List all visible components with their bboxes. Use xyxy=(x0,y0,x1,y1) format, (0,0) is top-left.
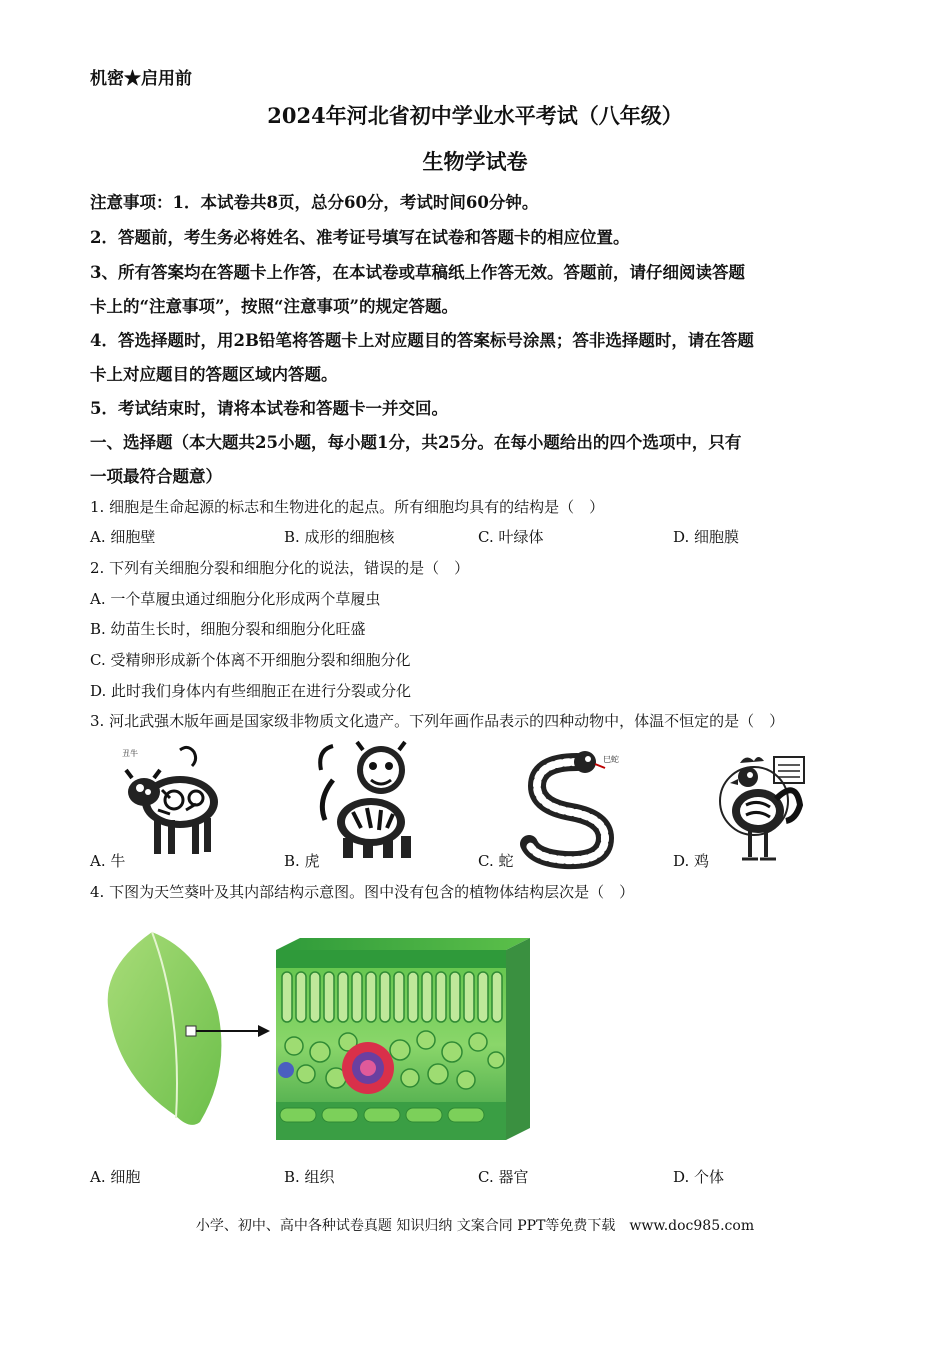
note-line-5: 4．答选择题时，用2B铅笔将答题卡上对应题目的答案标号涂黑；答非选择题时，请在答题 xyxy=(90,331,754,350)
q3-option-b: B. 虎 xyxy=(284,852,320,870)
q2-option-c: C. 受精卵形成新个体离不开细胞分裂和细胞分化 xyxy=(90,651,411,669)
q3-option-d: D. 鸡 xyxy=(673,852,710,870)
question-2-stem: 2. 下列有关细胞分裂和细胞分化的说法，错误的是（ ） xyxy=(90,559,470,577)
sample-region-marker xyxy=(186,1026,196,1036)
question-3-stem: 3. 河北武强木版年画是国家级非物质文化遗产。下列年画作品表示的四种动物中，体温不恒定的是（ ） xyxy=(90,712,785,730)
q1-option-a: A. 细胞壁 xyxy=(90,528,156,546)
page-footer: 小学、初中、高中各种试卷真题 知识归纳 文案合同 PPT等免费下载 www.doc985.com xyxy=(195,1218,755,1234)
snake-woodcut-image xyxy=(517,748,627,870)
note-line-1: 注意事项：1．本试卷共8页，总分60分，考试时间60分钟。 xyxy=(90,193,539,212)
q4-option-a: A. 细胞 xyxy=(90,1168,141,1186)
q3-option-a: A. 牛 xyxy=(90,852,126,870)
q1-option-c: C. 叶绿体 xyxy=(478,528,544,546)
note-line-4: 卡上的“注意事项”，按照“注意事项”的规定答题。 xyxy=(90,297,458,316)
note-line-7: 5．考试结束时，请将本试卷和答题卡一并交回。 xyxy=(90,399,448,418)
note-line-2: 2．答题前，考生务必将姓名、准考证号填写在试卷和答题卡的相应位置。 xyxy=(90,228,630,247)
leaf-shape xyxy=(108,932,222,1125)
q2-option-d: D. 此时我们身体内有些细胞正在进行分裂或分化 xyxy=(90,682,412,700)
section-heading: 一、选择题（本大题共25小题，每小题1分，共25分。在每小题给出的四个选项中，只有 xyxy=(90,433,742,452)
note-line-3: 3、所有答案均在答题卡上作答，在本试卷或草稿纸上作答无效。答题前，请仔细阅读答题 xyxy=(90,263,745,282)
q4-option-b: B. 组织 xyxy=(284,1168,335,1186)
q3-option-c: C. 蛇 xyxy=(478,852,514,870)
leaf-structure-diagram xyxy=(100,928,530,1158)
rooster-woodcut-image xyxy=(712,745,808,867)
ox-woodcut-image xyxy=(118,740,228,862)
note-line-6: 卡上对应题目的答题区域内答题。 xyxy=(90,365,338,384)
q4-option-c: C. 器官 xyxy=(478,1168,529,1186)
exam-subtitle: 生物学试卷 xyxy=(422,149,528,174)
arrow-head xyxy=(258,1025,270,1037)
exam-title: 2024年河北省初中学业水平考试（八年级） xyxy=(267,103,683,128)
q1-option-b: B. 成形的细胞核 xyxy=(284,528,395,546)
q2-option-b: B. 幼苗生长时，细胞分裂和细胞分化旺盛 xyxy=(90,620,366,638)
question-1-stem: 1. 细胞是生命起源的标志和生物进化的起点。所有细胞均具有的结构是（ ） xyxy=(90,498,605,516)
q1-option-d: D. 细胞膜 xyxy=(673,528,740,546)
confidential-header: 机密★启用前 xyxy=(90,69,192,89)
q4-option-d: D. 个体 xyxy=(673,1168,725,1186)
ox-caption: 丑牛 xyxy=(122,749,138,758)
question-4-stem: 4. 下图为天竺葵叶及其内部结构示意图。图中没有包含的植物体结构层次是（ ） xyxy=(90,883,635,901)
q2-option-a: A. 一个草履虫通过细胞分化形成两个草履虫 xyxy=(90,590,381,608)
tiger-woodcut-image xyxy=(315,740,425,862)
snake-caption: 巳蛇 xyxy=(603,755,619,764)
section-heading-cont: 一项最符合题意） xyxy=(90,467,222,486)
